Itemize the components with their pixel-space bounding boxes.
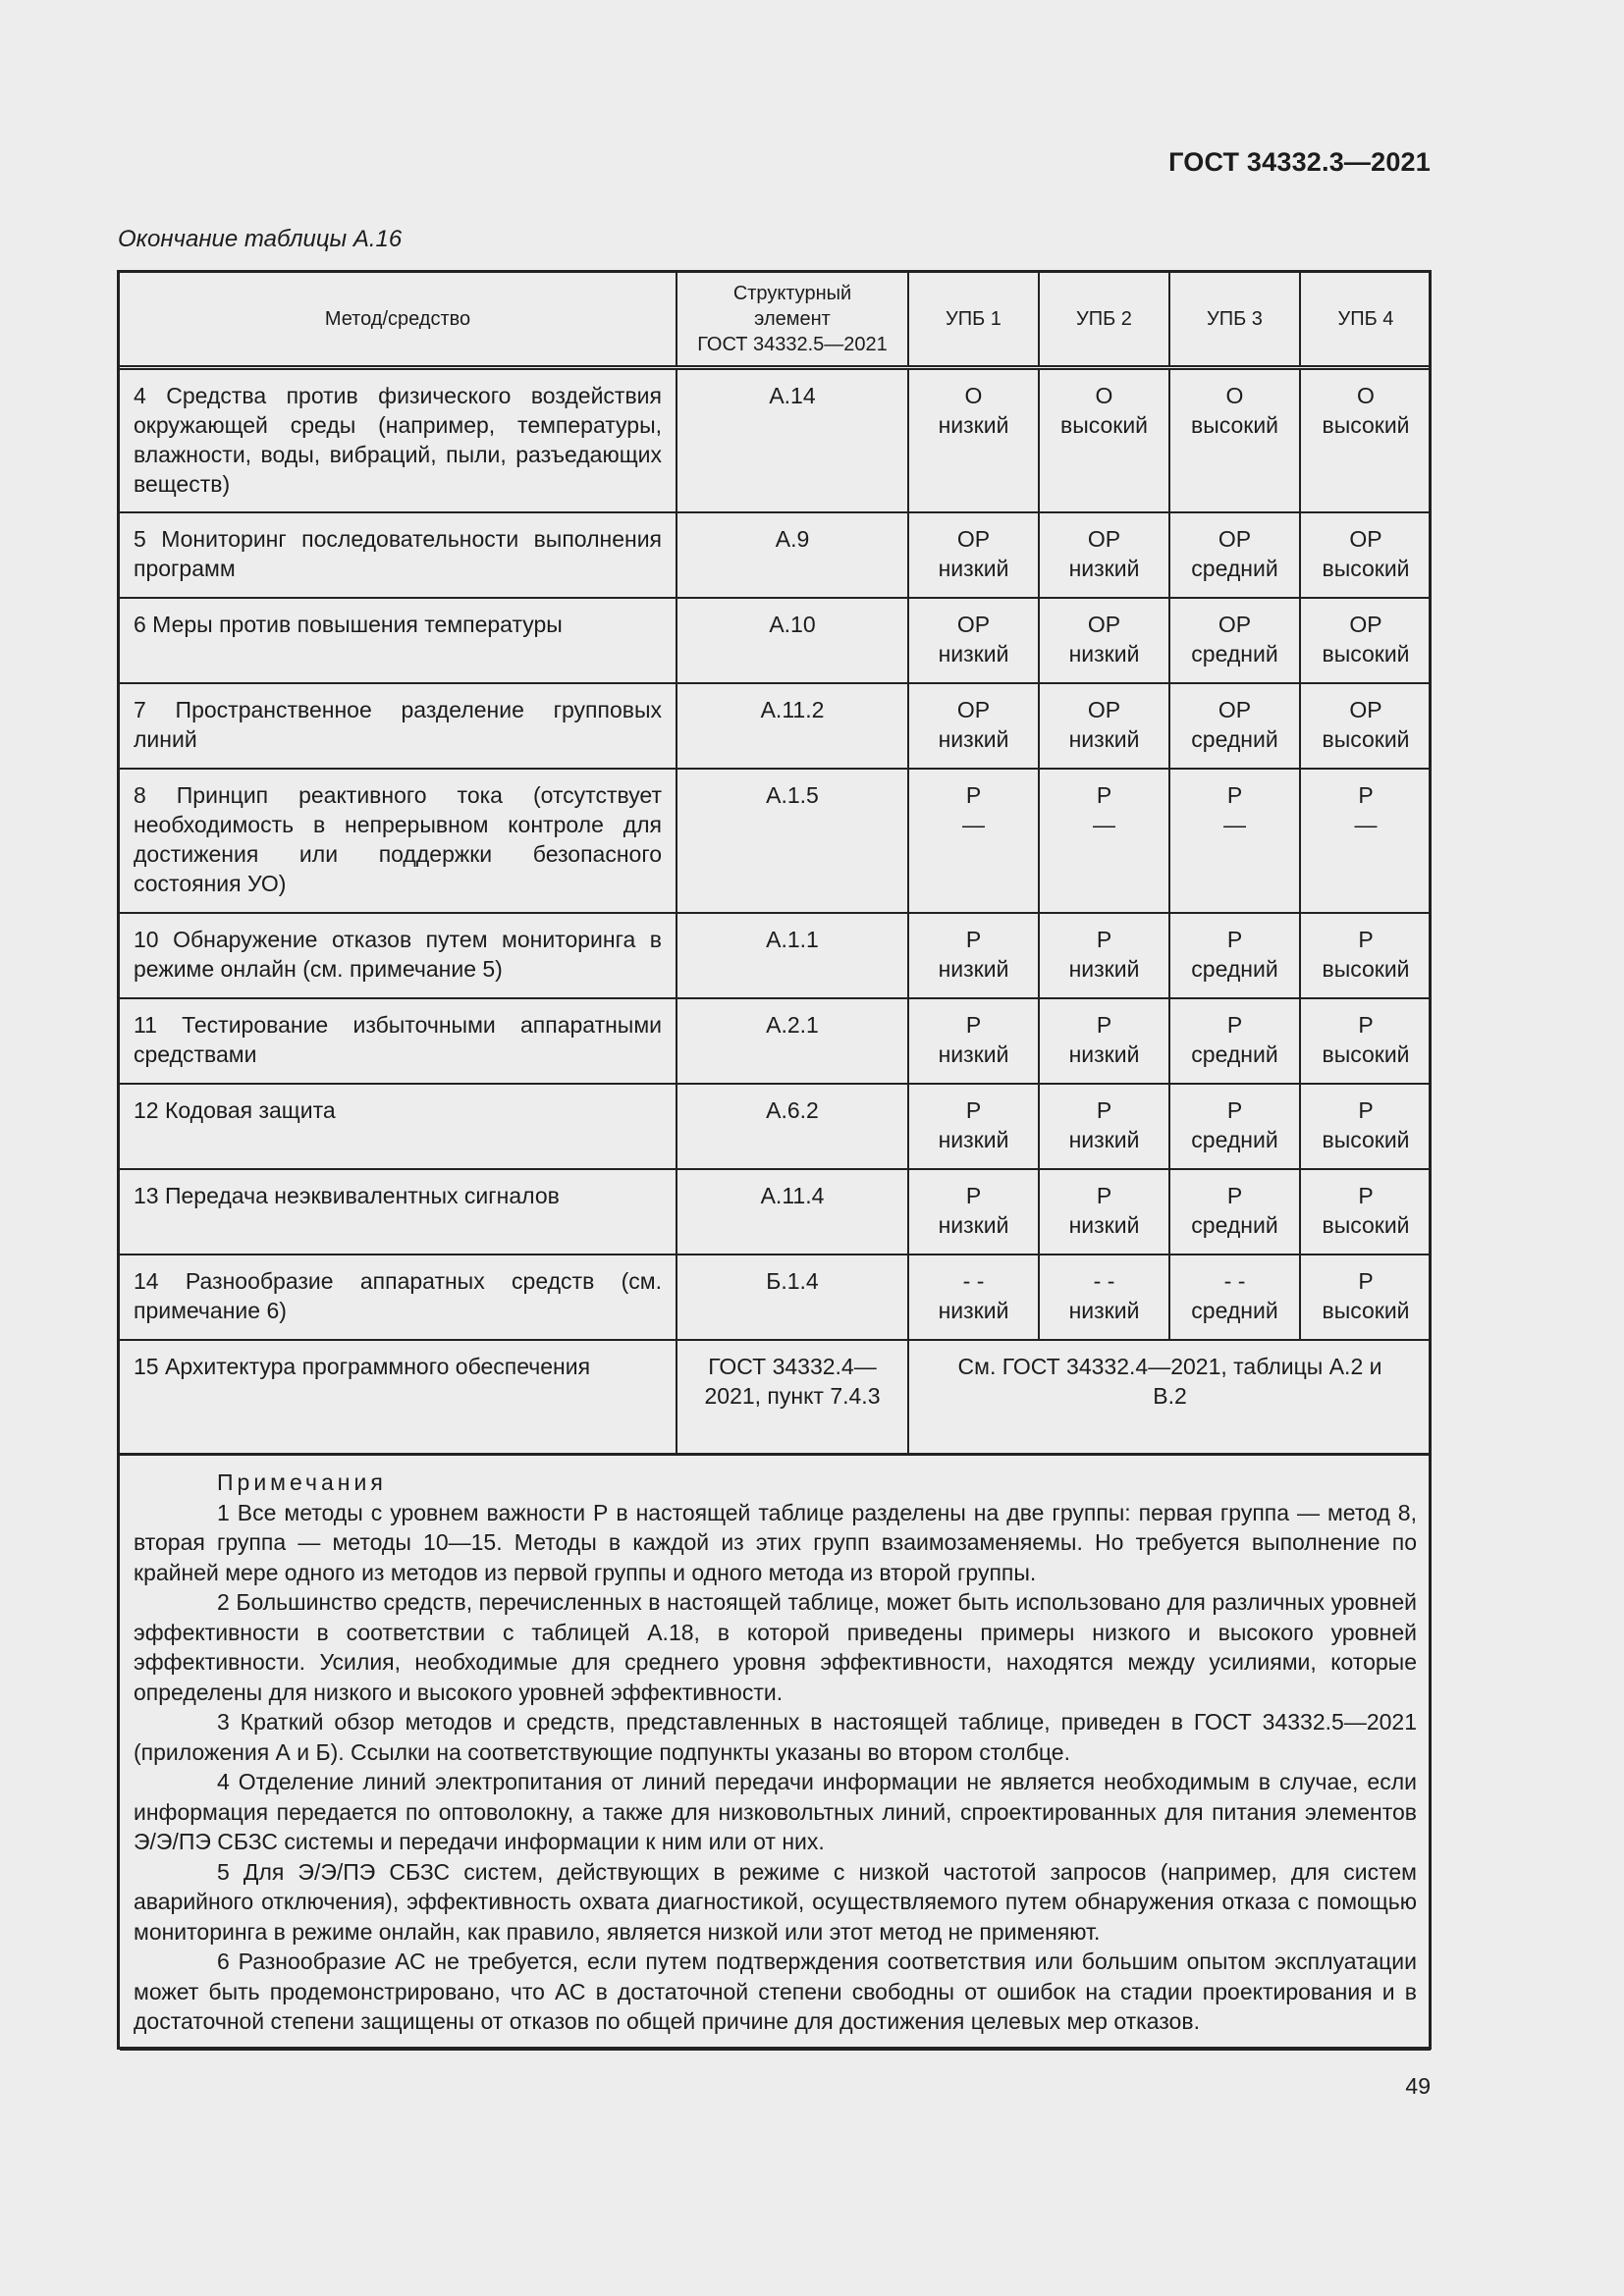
row-upb1 <box>908 598 1039 683</box>
row-upb3 <box>1169 512 1300 598</box>
importance: Р <box>1096 1182 1112 1208</box>
importance: ОР <box>1218 525 1252 552</box>
importance: Р <box>1358 1096 1374 1123</box>
header-struct-line2: элемент <box>754 308 831 330</box>
row-upb4 <box>1300 998 1431 1084</box>
importance: Р <box>965 1011 982 1038</box>
row-method: 7 Пространственное разделение групповых линий <box>120 683 677 769</box>
row-upb3 <box>1169 1169 1300 1255</box>
row-upb4 <box>1300 683 1431 769</box>
document-id: ГОСТ 34332.3—2021 <box>1168 147 1431 177</box>
row-upb1 <box>908 368 1039 512</box>
efficiency: — <box>1093 811 1115 837</box>
importance: ОР <box>1218 696 1252 722</box>
importance: Р <box>1358 781 1374 808</box>
table-row <box>120 512 1431 598</box>
efficiency: низкий <box>1068 1041 1140 1067</box>
row-method: 12 Кодовая защита <box>120 1084 677 1169</box>
row-method: 13 Передача неэквивалентных сигналов <box>120 1169 677 1255</box>
table-row <box>120 913 1431 998</box>
importance: Р <box>1226 1182 1243 1208</box>
row-upb1 <box>908 1169 1039 1255</box>
efficiency: высокий <box>1322 555 1410 581</box>
row-upb2 <box>1039 598 1169 683</box>
efficiency: низкий <box>1068 955 1140 982</box>
row-upb3 <box>1169 1255 1300 1340</box>
row-upb1 <box>908 769 1039 913</box>
row-upb4 <box>1300 512 1431 598</box>
row-element: А.9 <box>677 512 908 598</box>
header-struct-line3: ГОСТ 34332.5—2021 <box>697 334 888 355</box>
efficiency: высокий <box>1059 412 1149 438</box>
efficiency: низкий <box>938 640 1009 667</box>
row-method: 5 Мониторинг последовательности выполнения программ <box>120 512 677 598</box>
table-row <box>120 1084 1431 1169</box>
efficiency: средний <box>1191 1126 1278 1152</box>
row-upb2 <box>1039 1084 1169 1169</box>
efficiency: низкий <box>1068 640 1140 667</box>
notes-row <box>120 1455 1431 2050</box>
row-element: А.1.5 <box>677 769 908 913</box>
efficiency: низкий <box>1068 1126 1140 1152</box>
row-method: 15 Архитектура программного обеспечения <box>120 1340 677 1455</box>
importance: Р <box>1358 1267 1374 1294</box>
row-upb3 <box>1169 368 1300 512</box>
importance: ОР <box>1087 525 1121 552</box>
row-upb4 <box>1300 1169 1431 1255</box>
row-upb1 <box>908 512 1039 598</box>
row-upb-merged: См. ГОСТ 34332.4—2021, таблицы А.2 и В.2 <box>908 1340 1431 1455</box>
row-element: А.10 <box>677 598 908 683</box>
row-method: 11 Тестирование избыточными аппаратными средствами <box>120 998 677 1084</box>
row-upb2 <box>1039 512 1169 598</box>
header-upb4: УПБ 4 <box>1300 273 1431 368</box>
importance: Р <box>1226 1096 1243 1123</box>
efficiency: средний <box>1191 725 1278 752</box>
row-upb4 <box>1300 368 1431 512</box>
importance: Р <box>965 1182 982 1208</box>
table-row <box>120 1255 1431 1340</box>
efficiency: высокий <box>1322 640 1410 667</box>
efficiency: низкий <box>938 1297 1009 1323</box>
row-upb2 <box>1039 913 1169 998</box>
note-item: 1 Все методы с уровнем важности Р в настоящей таблице разделены на две группы: первая группа — метод 8, вторая группа — методы 10—15. Методы в каждой из этих групп взаимозаменяемы. Но требуется выполнение по крайней мере одного из методов из первой группы и одного метода из второй группы. <box>134 1499 1417 1585</box>
row-element: А.2.1 <box>677 998 908 1084</box>
importance: О <box>1225 383 1244 408</box>
importance: ОР <box>1087 696 1121 722</box>
header-structural-element <box>677 273 908 368</box>
row-method: 4 Средства против физического воздействия окружающей среды (например, температуры, влажности, воды, вибраций, пыли, разъедающих веществ) <box>120 368 677 512</box>
row-upb1 <box>908 1084 1039 1169</box>
table-row <box>120 368 1431 512</box>
header-struct-line1: Структурный <box>732 283 852 304</box>
row-upb1 <box>908 998 1039 1084</box>
note-item: 5 Для Э/Э/ПЭ СБЗС систем, действующих в режиме с низкой частотой запросов (например, для систем аварийного отключения), эффективность охвата диагностикой, осуществляемого путем обнаружения отказа с помощью мониторинга в режиме онлайн, как правило, является низкой или этот метод не применяют. <box>134 1858 1417 1945</box>
note-item: 3 Краткий обзор методов и средств, представленных в настоящей таблице, приведен в ГОСТ 34332.5—2021 (приложения А и Б). Ссылки на соответствующие подпункты указаны во втором столбце. <box>134 1709 1417 1765</box>
importance: О <box>1357 383 1375 408</box>
row-element: А.1.1 <box>677 913 908 998</box>
importance: ОР <box>1218 611 1252 637</box>
importance: Р <box>1358 926 1374 952</box>
importance: Р <box>965 926 982 952</box>
row-upb1 <box>908 913 1039 998</box>
efficiency: высокий <box>1322 1297 1410 1323</box>
efficiency: низкий <box>938 1211 1009 1238</box>
notes-title: Примечания <box>217 1469 387 1495</box>
efficiency: средний <box>1191 1211 1278 1238</box>
importance: Р <box>965 1096 982 1123</box>
importance: Р <box>1096 781 1112 808</box>
row-upb3 <box>1169 913 1300 998</box>
efficiency: низкий <box>1068 555 1140 581</box>
efficiency: высокий <box>1190 412 1279 438</box>
row-element: Б.1.4 <box>677 1255 908 1340</box>
table-row <box>120 998 1431 1084</box>
row-element: ГОСТ 34332.4—2021, пункт 7.4.3 <box>677 1340 908 1455</box>
importance: О <box>964 383 983 408</box>
row-upb4 <box>1300 913 1431 998</box>
efficiency: высокий <box>1322 725 1410 752</box>
importance: - - <box>1223 1267 1246 1294</box>
row-method: 14 Разнообразие аппаратных средств (см. примечание 6) <box>120 1255 677 1340</box>
importance: ОР <box>1087 611 1121 637</box>
efficiency: средний <box>1191 555 1278 581</box>
row-element: А.14 <box>677 368 908 512</box>
importance: Р <box>1226 1011 1243 1038</box>
row-method: 10 Обнаружение отказов путем мониторинга в режиме онлайн (см. примечание 5) <box>120 913 677 998</box>
efficiency: средний <box>1191 955 1278 982</box>
efficiency: средний <box>1191 1041 1278 1067</box>
row-upb3 <box>1169 683 1300 769</box>
table-caption: Окончание таблицы А.16 <box>118 226 403 252</box>
table-row <box>120 1169 1431 1255</box>
header-upb3: УПБ 3 <box>1169 273 1300 368</box>
table-row <box>120 769 1431 913</box>
row-upb4 <box>1300 1255 1431 1340</box>
efficiency: низкий <box>1068 1211 1140 1238</box>
importance: ОР <box>1349 525 1382 552</box>
efficiency: высокий <box>1322 955 1410 982</box>
note-item: 6 Разнообразие АС не требуется, если путем подтверждения соответствия или большим опытом эксплуатации может быть продемонстрировано, что АС в достаточной степени свободны от ошибок на стадии проектирования и в достаточной степени защищены от отказов по общей причине для достижения целевых мер отказов. <box>134 1949 1417 2034</box>
header-upb1: УПБ 1 <box>908 273 1039 368</box>
importance: ОР <box>956 696 991 722</box>
row-upb3 <box>1169 769 1300 913</box>
header-method: Метод/средство <box>120 273 677 368</box>
note-item: 2 Большинство средств, перечисленных в настоящей таблице, может быть использовано для различных уровней эффективности в соответствии с таблицей А.18, в которой приведены примеры низкого и высокого уровней эффективности. Усилия, необходимые для среднего уровня эффективности, находятся между усилиями, которые определены для низкого и высокого уровней эффективности. <box>134 1589 1417 1705</box>
efficiency: низкий <box>938 555 1009 581</box>
row-upb1 <box>908 683 1039 769</box>
table-row <box>120 683 1431 769</box>
row-upb2 <box>1039 1169 1169 1255</box>
row-upb3 <box>1169 1084 1300 1169</box>
efficiency: — <box>962 811 985 837</box>
efficiency: высокий <box>1322 1211 1410 1238</box>
importance: ОР <box>1349 696 1382 722</box>
importance: ОР <box>956 611 991 637</box>
header-upb2: УПБ 2 <box>1039 273 1169 368</box>
importance: Р <box>965 781 982 808</box>
importance: Р <box>1096 926 1112 952</box>
table-row <box>120 598 1431 683</box>
efficiency: высокий <box>1322 1126 1410 1152</box>
efficiency: высокий <box>1322 1041 1410 1067</box>
importance: - - <box>1093 1267 1115 1294</box>
efficiency: средний <box>1191 1297 1278 1323</box>
row-element: А.11.4 <box>677 1169 908 1255</box>
importance: - - <box>962 1267 985 1294</box>
efficiency: средний <box>1191 640 1278 667</box>
row-method: 6 Меры против повышения температуры <box>120 598 677 683</box>
row-element: А.6.2 <box>677 1084 908 1169</box>
table-header-row <box>120 273 1431 368</box>
efficiency: — <box>1354 811 1378 837</box>
importance: О <box>1095 383 1113 408</box>
table-row-architecture <box>120 1340 1431 1455</box>
efficiency: низкий <box>938 955 1009 982</box>
row-upb2 <box>1039 1255 1169 1340</box>
efficiency: низкий <box>938 1041 1009 1067</box>
importance: Р <box>1096 1096 1112 1123</box>
importance: Р <box>1226 926 1243 952</box>
importance: ОР <box>956 525 991 552</box>
page-number: 49 <box>1405 2073 1431 2099</box>
row-upb4 <box>1300 1084 1431 1169</box>
efficiency: низкий <box>1068 725 1140 752</box>
note-item: 4 Отделение линий электропитания от линий передачи информации не является необходимым в случае, если информация передается по оптоволокну, а также для низковольтных линий, спроектированных для питания элементов Э/Э/ПЭ СБЗС системы и передачи информации к ним или от них. <box>134 1769 1417 1854</box>
methods-table <box>117 270 1432 2050</box>
row-upb2 <box>1039 769 1169 913</box>
efficiency: низкий <box>938 412 1009 438</box>
row-upb4 <box>1300 769 1431 913</box>
row-upb4 <box>1300 598 1431 683</box>
efficiency: низкий <box>1068 1297 1140 1323</box>
row-upb3 <box>1169 598 1300 683</box>
row-method: 8 Принцип реактивного тока (отсутствует необходимость в непрерывном контроле для достижения или поддержки безопасного состояния УО) <box>120 769 677 913</box>
efficiency: — <box>1223 811 1246 837</box>
importance: Р <box>1096 1011 1112 1038</box>
importance: Р <box>1358 1011 1374 1038</box>
efficiency: низкий <box>938 1126 1009 1152</box>
row-upb1 <box>908 1255 1039 1340</box>
notes-block <box>120 1455 1431 2050</box>
row-upb2 <box>1039 368 1169 512</box>
efficiency: высокий <box>1322 412 1410 438</box>
row-upb2 <box>1039 683 1169 769</box>
row-element: А.11.2 <box>677 683 908 769</box>
row-upb2 <box>1039 998 1169 1084</box>
importance: Р <box>1226 781 1243 808</box>
row-upb3 <box>1169 998 1300 1084</box>
importance: Р <box>1358 1182 1374 1208</box>
efficiency: низкий <box>938 725 1009 752</box>
importance: ОР <box>1349 611 1382 637</box>
